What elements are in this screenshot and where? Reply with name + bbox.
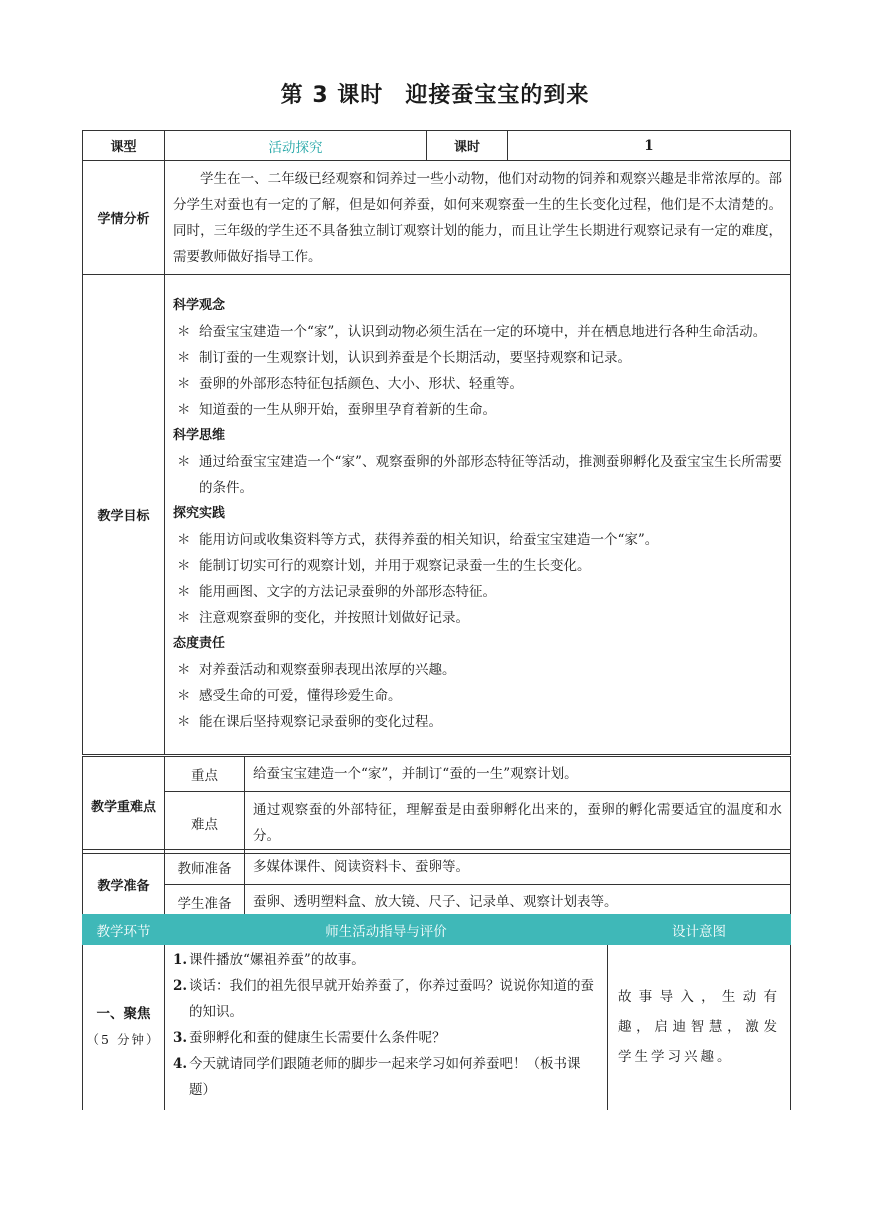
preparation-label: 教学准备	[83, 850, 165, 920]
star-bullet-icon: ＊	[177, 661, 191, 678]
lesson-info-table	[82, 130, 791, 755]
lesson-type-row	[83, 131, 791, 161]
difficulty-label: 难点	[165, 792, 245, 854]
goal-item: ＊ 制订蚕的一生观察计划，认识到养蚕是个长期活动，要坚持观察和记录。	[173, 345, 782, 371]
teacher-prep-text: 多媒体课件、阅读资料卡、蚕卵等。	[245, 850, 791, 885]
design-intent-text: 故事导入，生动有趣，启迪智慧，激发学生学习兴趣。	[608, 945, 791, 1110]
focus-row	[83, 757, 791, 792]
star-bullet-icon: ＊	[177, 531, 191, 548]
goal-item: ＊ 能用画图、文字的方法记录蚕卵的外部形态特征。	[173, 579, 782, 605]
lesson-hours-label: 课时	[427, 131, 508, 161]
goals-content	[165, 275, 791, 755]
process-table	[82, 914, 791, 1110]
goal-section-heading: 科学观念	[173, 297, 226, 313]
key-points-table	[82, 756, 791, 854]
stage-name: 一、聚焦	[96, 1006, 151, 1023]
star-bullet-icon: ＊	[177, 375, 191, 392]
focus-text: 给蚕宝宝建造一个“家”，并制订“蚕的一生”观察计划。	[245, 757, 791, 792]
goals-label: 教学目标	[83, 275, 165, 755]
lesson-number: 第 3 课时	[280, 83, 384, 108]
teacher-prep-row	[83, 850, 791, 885]
goal-item: ＊ 给蚕宝宝建造一个“家”，认识到动物必须生活在一定的环境中，并在栖息地进行各种生命活动。	[173, 319, 782, 345]
difficulty-row	[83, 792, 791, 854]
stage-cell	[83, 945, 165, 1110]
stage-time: （5 分钟）	[86, 1032, 161, 1048]
star-bullet-icon: ＊	[177, 323, 191, 340]
header-activity: 师生活动指导与评价	[165, 915, 608, 945]
goal-item: ＊ 注意观察蚕卵的变化，并按照计划做好记录。	[173, 605, 782, 631]
analysis-text: 学生在一、二年级已经观察和饲养过一些小动物，他们对动物的饲养和观察兴趣是非常浓厚的。部分学生对蚕也有一定的了解，但是如何养蚕，如何来观察蚕一生的生长变化过程，他们是不太清楚的。同时，三年级的学生还不具备独立制订观察计划的能力，而且让学生长期进行观察记录有一定的难度，需要教师做好指导工作。	[165, 161, 791, 275]
star-bullet-icon: ＊	[177, 557, 191, 574]
goal-item: ＊ 感受生命的可爱，懂得珍爱生命。	[173, 683, 782, 709]
goal-item: ＊ 知道蚕的一生从卵开始，蚕卵里孕育着新的生命。	[173, 397, 782, 423]
key-points-label: 教学重难点	[83, 757, 165, 854]
analysis-row	[83, 161, 791, 275]
student-prep-text: 蚕卵、透明塑料盒、放大镜、尺子、记录单、观察计划表等。	[245, 885, 791, 920]
lesson-type-value: 活动探究	[165, 131, 427, 161]
goal-section-heading: 态度责任	[173, 635, 226, 651]
goal-item: ＊ 能用访问或收集资料等方式，获得养蚕的相关知识，给蚕宝宝建造一个“家”。	[173, 527, 782, 553]
activity-step: 1. 课件播放“嫘祖养蚕”的故事。	[173, 952, 365, 968]
activity-step: 2. 谈话：我们的祖先很早就开始养蚕了，你养过蚕吗？说说你知道的蚕的知识。	[173, 978, 594, 1020]
star-bullet-icon: ＊	[177, 401, 191, 418]
goal-item: ＊ 通过给蚕宝宝建造一个“家”、观察蚕卵的外部形态特征等活动，推测蚕卵孵化及蚕宝宝生长所需要的条件。	[173, 449, 782, 501]
star-bullet-icon: ＊	[177, 583, 191, 600]
teacher-prep-label: 教师准备	[165, 850, 245, 885]
process-header-row	[83, 915, 791, 945]
star-bullet-icon: ＊	[177, 349, 191, 366]
lesson-name: 迎接蚕宝宝的到来	[405, 83, 590, 108]
star-bullet-icon: ＊	[177, 609, 191, 626]
star-bullet-icon: ＊	[177, 453, 191, 470]
activity-step: 3. 蚕卵孵化和蚕的健康生长需要什么条件呢？	[173, 1030, 446, 1046]
header-intent: 设计意图	[608, 915, 791, 945]
difficulty-text: 通过观察蚕的外部特征，理解蚕是由蚕卵孵化出来的，蚕卵的孵化需要适宜的温度和水分。	[245, 792, 791, 854]
header-stage: 教学环节	[83, 915, 165, 945]
activity-cell	[165, 945, 608, 1110]
goal-item: ＊ 能制订切实可行的观察计划，并用于观察记录蚕一生的生长变化。	[173, 553, 782, 579]
goal-item: ＊ 蚕卵的外部形态特征包括颜色、大小、形状、轻重等。	[173, 371, 782, 397]
analysis-label: 学情分析	[83, 161, 165, 275]
goal-item: ＊ 能在课后坚持观察记录蚕卵的变化过程。	[173, 709, 782, 735]
lesson-type-label: 课型	[83, 131, 165, 161]
star-bullet-icon: ＊	[177, 713, 191, 730]
star-bullet-icon: ＊	[177, 687, 191, 704]
student-prep-label: 学生准备	[165, 885, 245, 920]
process-row	[83, 945, 791, 1110]
page-title	[0, 78, 870, 109]
focus-label: 重点	[165, 757, 245, 792]
activity-step: 4. 今天就请同学们跟随老师的脚步一起来学习如何养蚕吧！（板书课题）	[173, 1056, 581, 1098]
goal-section-heading: 科学思维	[173, 427, 226, 443]
goals-row	[83, 275, 791, 755]
preparation-table	[82, 849, 791, 920]
goal-section-heading: 探究实践	[173, 505, 226, 521]
lesson-hours-value: 1	[508, 131, 791, 161]
goal-item: ＊ 对养蚕活动和观察蚕卵表现出浓厚的兴趣。	[173, 657, 782, 683]
